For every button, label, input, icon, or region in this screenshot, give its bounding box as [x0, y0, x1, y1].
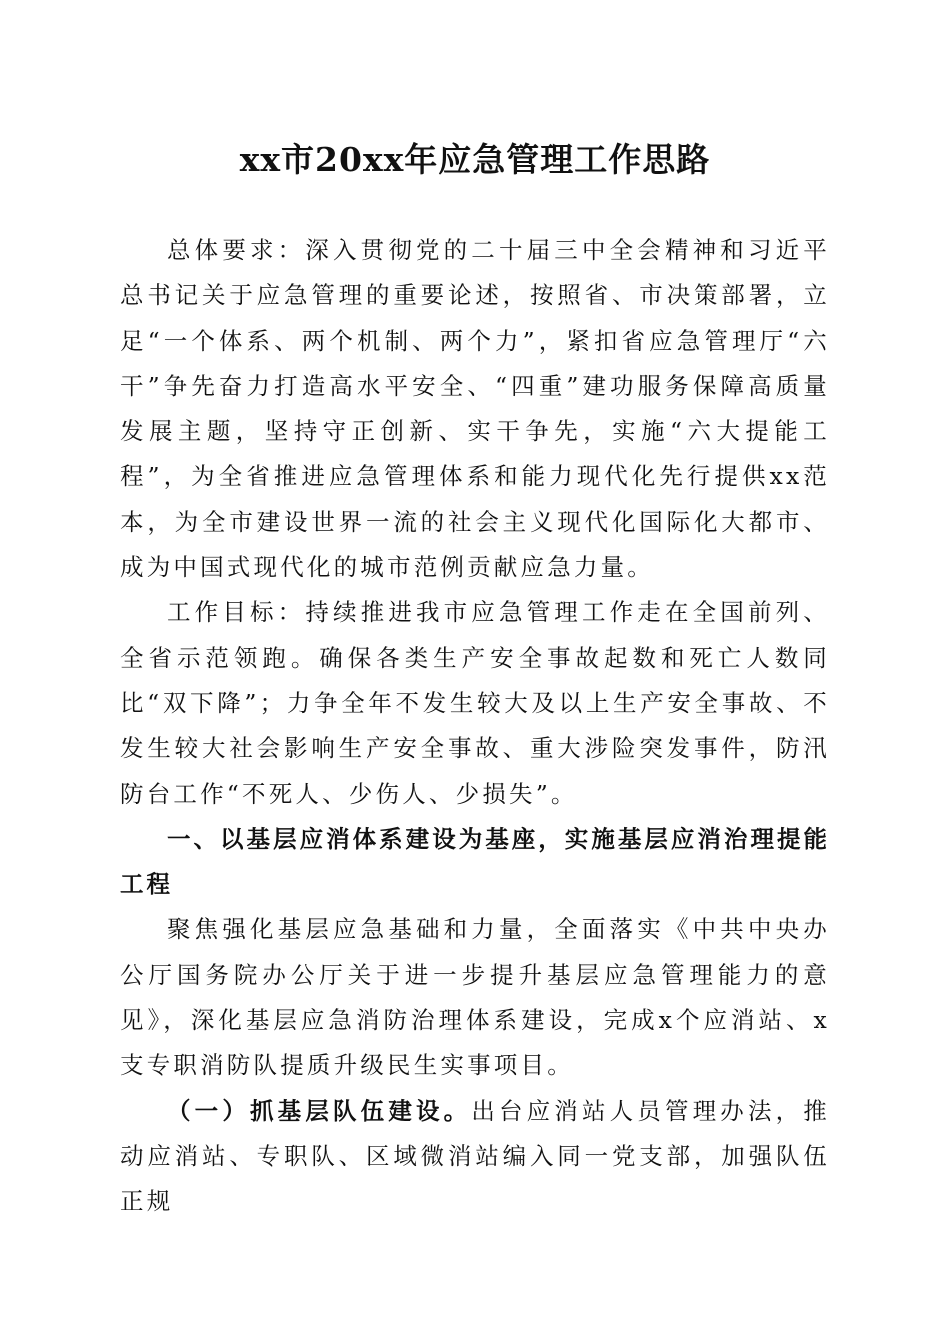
subsection-1-paragraph	[120, 1089, 830, 1225]
subsection-1-text: 出台应消站人员管理办法，推动应消站、专职队、区域微消站编入同一党支部，加强队伍正规	[120, 1096, 830, 1216]
document-title: xx市20xx年应急管理工作思路	[239, 140, 711, 179]
document-body	[120, 228, 830, 1225]
section-1-heading: 一、以基层应消体系建设为基座，实施基层应消治理提能工程	[120, 824, 830, 899]
work-goals-paragraph: 工作目标：持续推进我市应急管理工作走在全国前列、全省示范领跑。确保各类生产安全事故起数和死亡人数同比“双下降”；力争全年不发生较大及以上生产安全事故、不发生较大社会影响生产安全事故、重大涉险突发事件，防汛防台工作“不死人、少伤人、少损失”。	[120, 598, 830, 808]
section-1-paragraph: 聚焦强化基层应急基础和力量，全面落实《中共中央办公厅国务院办公厅关于进一步提升基层应急管理能力的意见》，深化基层应急消防治理体系建设，完成x个应消站、x支专职消防队提质升级民生实事项目。	[120, 915, 830, 1080]
overall-requirements-paragraph: 总体要求：深入贯彻党的二十届三中全会精神和习近平总书记关于应急管理的重要论述，按照省、市决策部署，立足“一个体系、两个机制、两个力”，紧扣省应急管理厅“六干”争先奋力打造高水平安全、“四重”建功服务保障高质量发展主题，坚持守正创新、实干争先，实施“六大提能工程”，为全省推进应急管理体系和能力现代化先行提供xx范本，为全市建设世界一流的社会主义现代化国际化大都市、成为中国式现代化的城市范例贡献应急力量。	[120, 236, 830, 582]
subsection-1-title: （一）抓基层队伍建设。	[167, 1096, 472, 1125]
